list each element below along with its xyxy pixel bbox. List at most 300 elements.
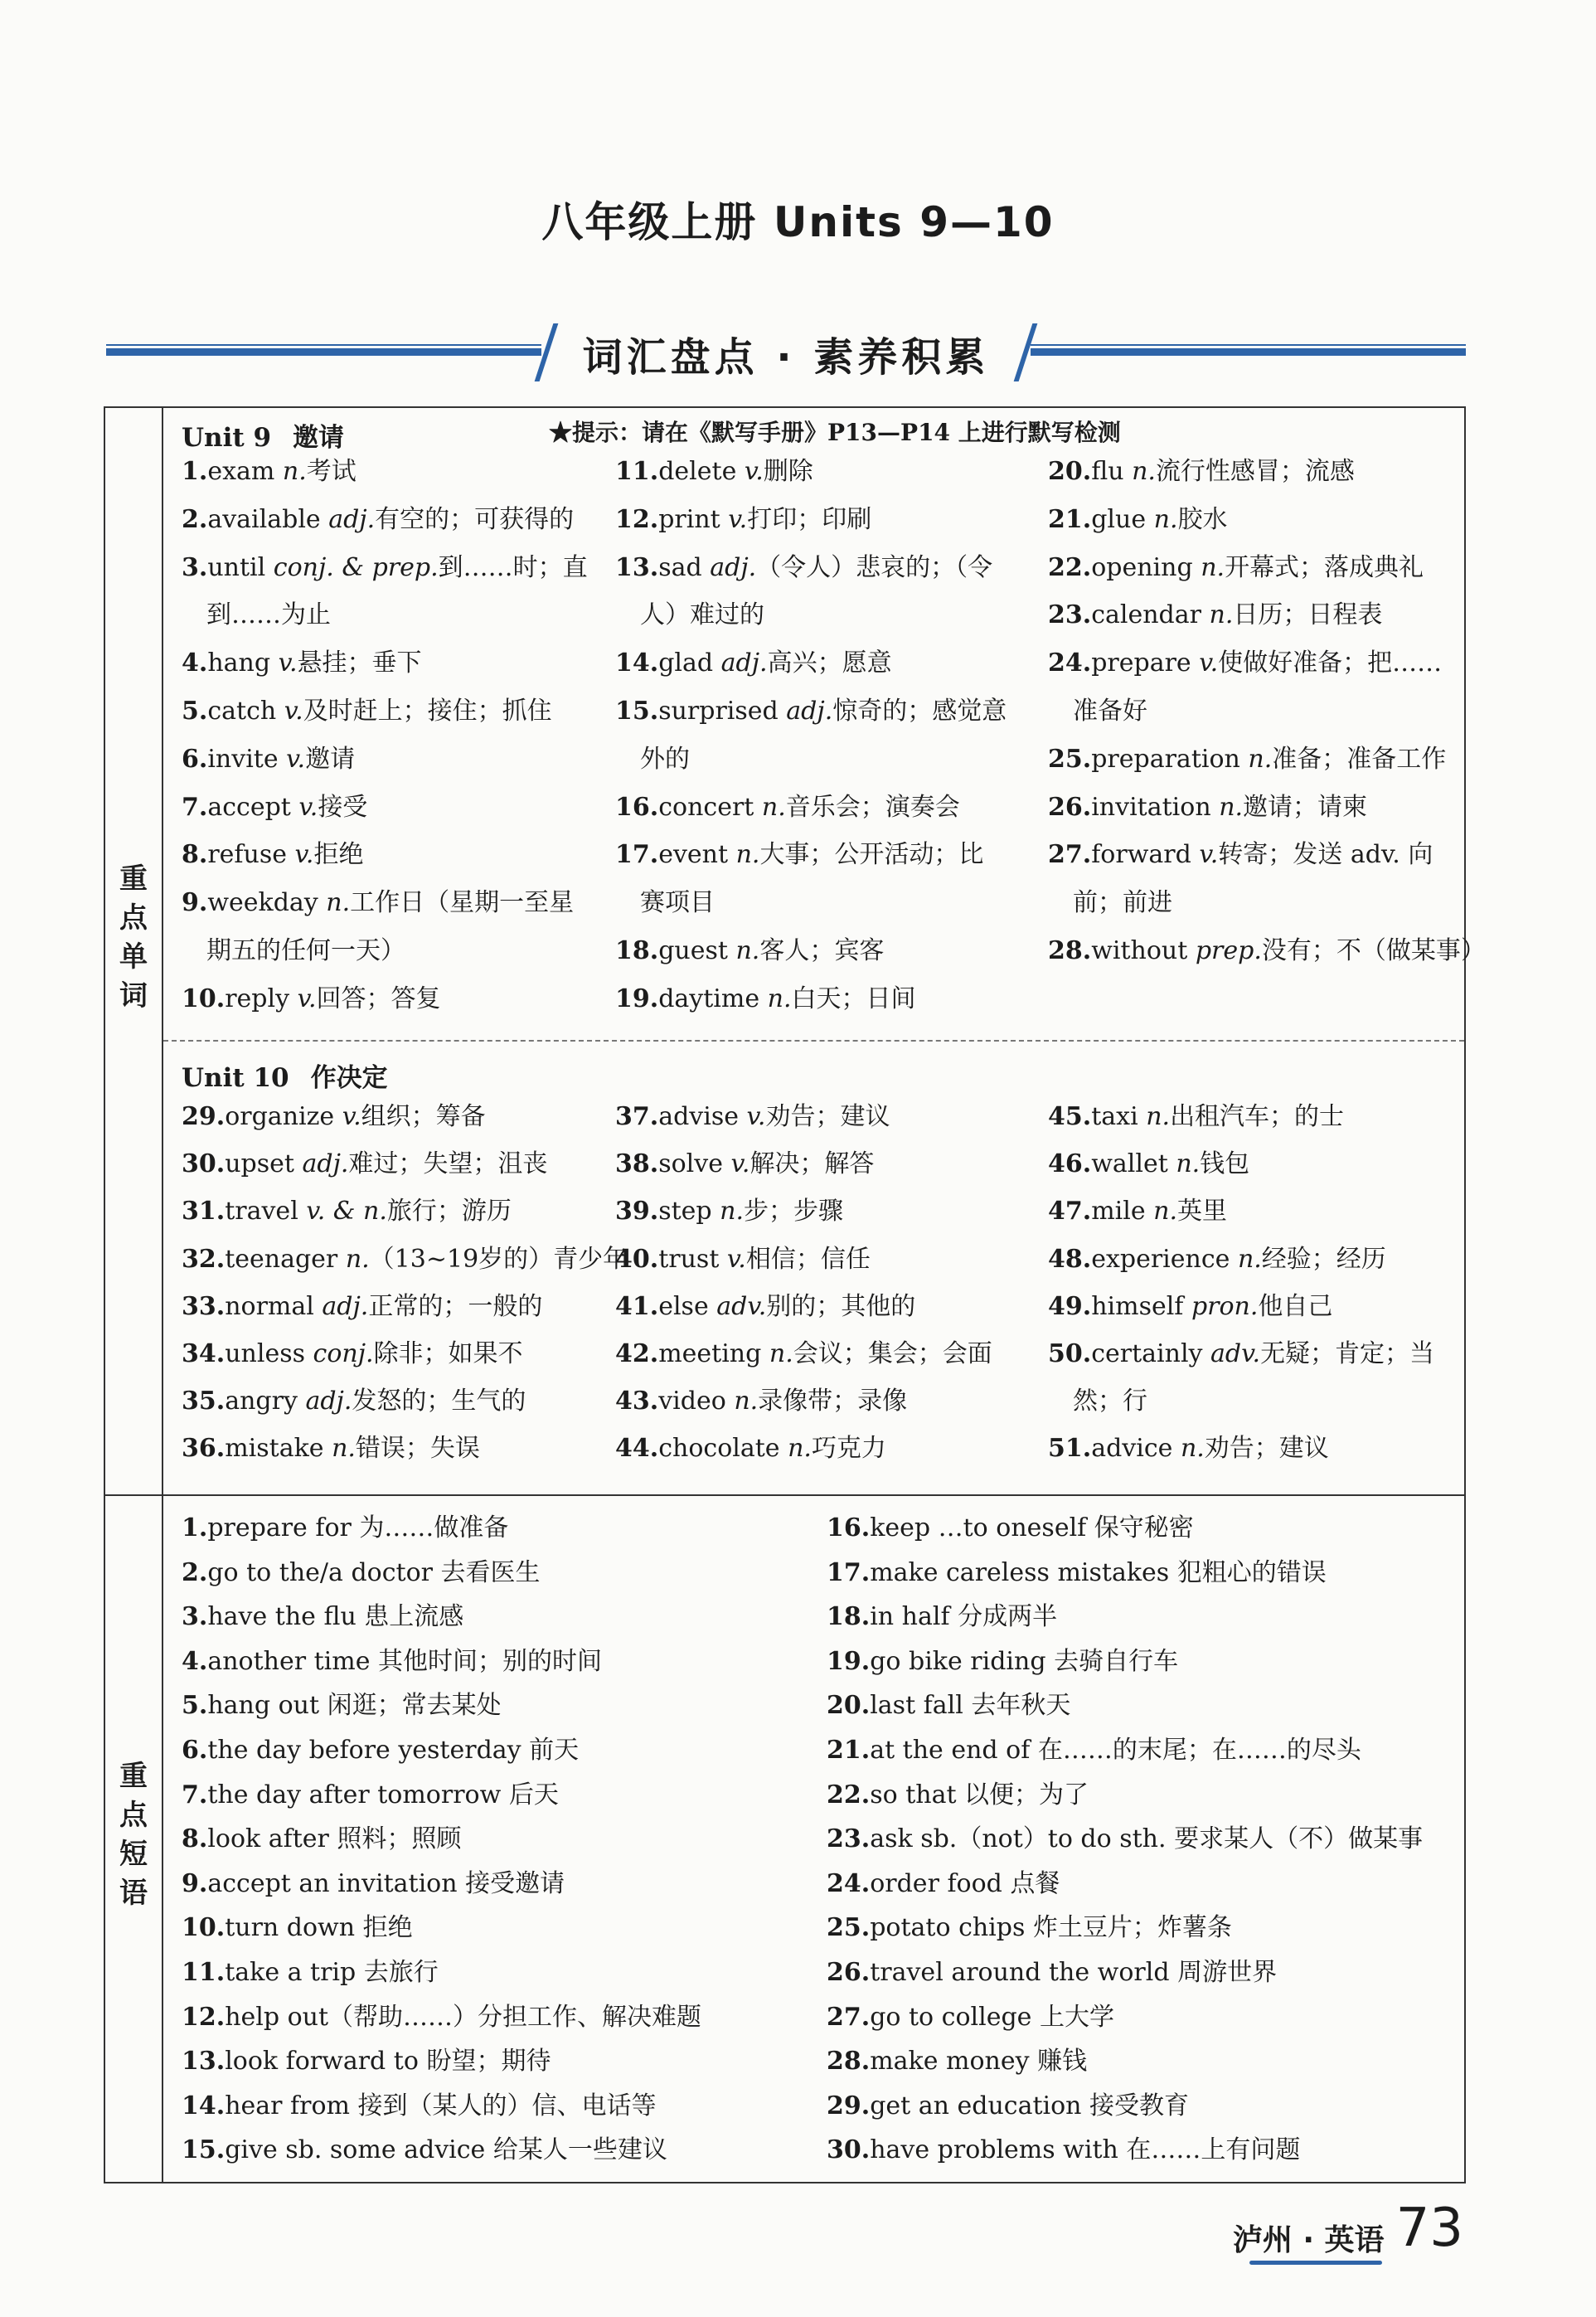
vocab-item	[1048, 448, 1355, 496]
item-word: exam	[207, 457, 283, 486]
item-meaning: 组织；筹备	[361, 1102, 486, 1131]
item-word: advice	[1091, 1434, 1181, 1464]
item-number: 2.	[182, 1557, 208, 1587]
item-part-of-speech: v. & n.	[306, 1197, 387, 1227]
item-part-of-speech: n.	[1180, 1434, 1205, 1464]
vocab-item	[615, 927, 884, 975]
item-word: organize	[225, 1102, 342, 1131]
item-number: 5.	[182, 1691, 208, 1721]
item-number: 20.	[827, 1691, 871, 1721]
item-word: hang	[207, 648, 279, 678]
vocab-item	[615, 1236, 871, 1284]
item-word: until	[207, 552, 274, 582]
section-banner	[106, 325, 1466, 383]
item-part-of-speech: v.	[1199, 840, 1219, 870]
item-number: 38.	[615, 1149, 659, 1179]
item-number: 5.	[182, 697, 208, 726]
item-part-of-speech: adj.	[328, 504, 376, 534]
vocab-side-label: 重点单词	[119, 862, 148, 1013]
item-word: concert	[658, 792, 762, 822]
phrase-item	[827, 1771, 1089, 1819]
item-part-of-speech: n.	[767, 984, 792, 1013]
item-part-of-speech: n.	[1219, 792, 1244, 822]
item-number: 25.	[1048, 744, 1092, 774]
vocab-item	[615, 1188, 843, 1236]
item-meaning: 打印；印刷	[747, 504, 872, 534]
vocab-item	[1048, 927, 1486, 975]
vocab-item-continuation: 准备好	[1073, 697, 1147, 726]
item-number: 39.	[615, 1197, 659, 1227]
item-word: accept	[207, 792, 299, 822]
item-number: 8.	[182, 1824, 208, 1854]
item-word: glue	[1091, 504, 1154, 534]
item-number: 17.	[615, 840, 659, 870]
item-number: 11.	[615, 457, 659, 486]
item-number: 7.	[182, 792, 208, 822]
phrase-text: ask sb.（not）to do sth. 要求某人（不）做某事	[870, 1824, 1424, 1854]
vocab-item	[615, 1140, 874, 1188]
item-number: 16.	[827, 1513, 871, 1542]
vocab-item	[182, 1188, 512, 1236]
item-word: meeting	[658, 1339, 769, 1368]
item-part-of-speech: v.	[746, 1102, 766, 1131]
item-number: 43.	[615, 1387, 659, 1416]
item-word: without	[1091, 936, 1196, 965]
item-number: 30.	[827, 2135, 871, 2165]
item-part-of-speech: n.	[1209, 600, 1234, 630]
item-meaning: 邀请；请柬	[1243, 792, 1368, 822]
item-number: 8.	[182, 840, 208, 870]
phrase-item	[827, 1638, 1178, 1686]
vocab-item	[1048, 1140, 1249, 1188]
item-number: 51.	[1048, 1434, 1092, 1464]
phrase-item	[827, 1682, 1070, 1730]
item-number: 29.	[182, 1102, 226, 1131]
item-number: 50.	[1048, 1339, 1092, 1368]
item-number: 27.	[1048, 840, 1092, 870]
item-word: glad	[658, 648, 721, 678]
item-part-of-speech: n.	[788, 1434, 812, 1464]
item-number: 1.	[182, 1513, 208, 1542]
item-number: 41.	[615, 1291, 659, 1321]
vocab-item	[1048, 1425, 1329, 1473]
item-part-of-speech: n.	[332, 1434, 356, 1464]
item-number: 46.	[1048, 1149, 1092, 1179]
item-number: 10.	[182, 984, 226, 1013]
item-meaning: 惊奇的；感觉意	[832, 697, 1007, 726]
phrase-item	[182, 1771, 559, 1819]
item-word: normal	[225, 1291, 323, 1321]
vocab-item	[182, 1330, 523, 1378]
item-meaning: 旅行；游历	[386, 1197, 512, 1227]
vocab-item	[182, 544, 588, 592]
item-meaning: 及时赶上；接住；抓住	[303, 697, 552, 726]
item-number: 14.	[182, 2091, 226, 2120]
item-part-of-speech: v.	[342, 1102, 361, 1131]
item-word: angry	[225, 1387, 306, 1416]
item-meaning: 拒绝	[313, 840, 364, 870]
phrase-item	[827, 1904, 1232, 1952]
phrase-text: the day after tomorrow 后天	[207, 1780, 559, 1809]
item-meaning: 胶水	[1177, 504, 1228, 534]
item-word: wallet	[1091, 1149, 1176, 1179]
phrase-item	[827, 2082, 1189, 2130]
vocab-item	[182, 1425, 480, 1473]
phrase-text: go bike riding 去骑自行车	[870, 1646, 1179, 1676]
item-number: 28.	[827, 2047, 871, 2077]
item-number: 27.	[827, 2002, 871, 2032]
phrase-text: go to the/a doctor 去看医生	[207, 1557, 541, 1587]
item-number: 31.	[182, 1197, 226, 1227]
unit10-label: Unit 10	[182, 1063, 289, 1093]
item-meaning: 悬挂；垂下	[297, 648, 422, 678]
item-meaning: 没有；不（做某事）	[1261, 936, 1486, 965]
vocab-item	[182, 448, 357, 496]
item-number: 12.	[182, 2002, 226, 2032]
phrase-text: have problems with 在……上有问题	[870, 2135, 1301, 2165]
vocab-item-continuation: 赛项目	[640, 888, 715, 918]
item-part-of-speech: v.	[730, 1149, 750, 1179]
item-word: advise	[658, 1102, 747, 1131]
item-meaning: （13~19岁的）青少年	[369, 1244, 628, 1274]
item-number: 4.	[182, 1646, 208, 1676]
item-part-of-speech: adj.	[322, 1291, 369, 1321]
item-number: 2.	[182, 504, 208, 534]
vocab-item-continuation: 然；行	[1073, 1387, 1147, 1416]
item-number: 21.	[1048, 504, 1092, 534]
phrase-item	[182, 1504, 508, 1552]
item-number: 1.	[182, 457, 208, 486]
item-part-of-speech: adj.	[305, 1387, 352, 1416]
item-part-of-speech: n.	[734, 1387, 759, 1416]
vocab-item	[182, 1140, 547, 1188]
item-meaning: 英里	[1177, 1197, 1227, 1227]
item-meaning: 正常的；一般的	[368, 1291, 543, 1321]
phrase-item	[182, 1727, 579, 1775]
item-part-of-speech: pron.	[1191, 1291, 1259, 1321]
item-part-of-speech: n.	[1176, 1149, 1201, 1179]
phrase-text: make careless mistakes 犯粗心的错误	[870, 1557, 1327, 1587]
phrase-text: give sb. some advice 给某人一些建议	[225, 2135, 667, 2165]
item-meaning: 音乐会；演奏会	[785, 792, 960, 822]
item-word: flu	[1091, 457, 1133, 486]
item-part-of-speech: n.	[1146, 1102, 1171, 1131]
item-number: 20.	[1048, 457, 1092, 486]
item-part-of-speech: v.	[286, 744, 306, 774]
item-number: 34.	[182, 1339, 226, 1368]
vocab-item	[1048, 1330, 1434, 1378]
item-word: himself	[1091, 1291, 1191, 1321]
phrase-item	[182, 1593, 463, 1641]
item-number: 19.	[827, 1646, 871, 1676]
phrase-item	[182, 1860, 565, 1908]
item-number: 14.	[615, 648, 659, 678]
item-number: 16.	[615, 792, 659, 822]
item-word: video	[658, 1387, 735, 1416]
item-number: 37.	[615, 1102, 659, 1131]
item-part-of-speech: n.	[761, 792, 786, 822]
item-number: 24.	[1048, 648, 1092, 678]
vocab-item	[182, 975, 441, 1023]
item-part-of-speech: n.	[345, 1244, 370, 1274]
item-number: 40.	[615, 1244, 659, 1274]
page-number: 73	[1395, 2198, 1463, 2259]
item-part-of-speech: n.	[326, 888, 351, 918]
item-number: 33.	[182, 1291, 226, 1321]
phrase-text: so that 以便；为了	[870, 1780, 1089, 1809]
unit9-label: Unit 9	[182, 423, 272, 453]
page-footer	[1233, 2198, 1463, 2259]
section-banner-text: 词汇盘点 · 素养积累	[582, 334, 990, 381]
item-number: 3.	[182, 552, 208, 582]
phrase-text: order food 点餐	[870, 1868, 1060, 1898]
item-part-of-speech: prep.	[1195, 936, 1262, 965]
item-number: 11.	[182, 1958, 226, 1987]
item-part-of-speech: adj.	[720, 648, 768, 678]
phrase-item	[182, 1949, 439, 1997]
vocab-item	[615, 1093, 890, 1141]
item-meaning: 白天；日间	[791, 984, 916, 1013]
phrase-text: make money 赚钱	[870, 2047, 1088, 2077]
item-number: 9.	[182, 888, 208, 918]
vocab-item	[182, 1093, 486, 1141]
vocab-item	[615, 544, 992, 592]
item-word: weekday	[207, 888, 327, 918]
item-meaning: 高兴；愿意	[767, 648, 892, 678]
vocab-item	[615, 1330, 992, 1378]
item-word: forward	[1091, 840, 1200, 870]
vocab-item	[182, 879, 574, 927]
item-number: 22.	[1048, 552, 1092, 582]
phrase-item	[182, 1994, 701, 2042]
item-part-of-speech: conj.	[313, 1339, 374, 1368]
phrase-text: look forward to 盼望；期待	[225, 2047, 551, 2077]
item-word: available	[207, 504, 329, 534]
vocab-item	[615, 687, 1007, 736]
vocab-item	[182, 1236, 628, 1284]
item-part-of-speech: n.	[1248, 744, 1273, 774]
vocab-sidebar	[105, 408, 163, 1494]
item-meaning: 大事；公开活动；比	[759, 840, 984, 870]
vocab-item-continuation: 到……为止	[206, 600, 331, 630]
vocab-item	[1048, 544, 1424, 592]
item-word: print	[658, 504, 729, 534]
item-meaning: 邀请	[305, 744, 356, 774]
vocab-item	[1048, 591, 1382, 639]
footer-label: 泸州 · 英语	[1232, 2223, 1385, 2257]
item-meaning: 发怒的；生气的	[352, 1387, 526, 1416]
item-number: 18.	[827, 1602, 871, 1632]
vocab-item	[615, 1283, 915, 1331]
item-number: 26.	[827, 1958, 871, 1987]
phrase-text: potato chips 炸土豆片；炸薯条	[870, 1913, 1232, 1943]
item-number: 23.	[1048, 600, 1092, 630]
item-word: chocolate	[658, 1434, 788, 1464]
item-number: 26.	[1048, 792, 1092, 822]
vocab-item	[615, 831, 983, 879]
item-word: preparation	[1091, 744, 1249, 774]
item-number: 13.	[615, 552, 659, 582]
item-number: 6.	[182, 744, 208, 774]
unit10-heading	[182, 1056, 388, 1094]
item-meaning: 有空的；可获得的	[375, 504, 575, 534]
item-meaning: （令人）悲哀的；（令	[756, 552, 993, 582]
item-number: 19.	[615, 984, 659, 1013]
item-number: 10.	[182, 1913, 226, 1943]
phrase-item	[182, 2038, 551, 2086]
item-word: delete	[658, 457, 745, 486]
vocab-item-continuation: 前；前进	[1073, 888, 1172, 918]
item-meaning: 流行性感冒；流感	[1155, 457, 1355, 486]
phrase-item	[182, 1682, 502, 1730]
item-meaning: 他自己	[1258, 1291, 1333, 1321]
phrase-text: keep …to oneself 保守秘密	[870, 1513, 1194, 1542]
vocab-item-continuation: 期五的任何一天）	[206, 936, 405, 965]
item-meaning: 接受	[318, 792, 368, 822]
vocab-item	[182, 1283, 542, 1331]
vocab-item	[1048, 1283, 1332, 1331]
item-number: 29.	[827, 2091, 871, 2120]
item-part-of-speech: v.	[728, 504, 748, 534]
phrase-text: hang out 闲逛；常去某处	[207, 1691, 502, 1721]
phrase-item	[827, 2126, 1300, 2174]
vocab-item	[615, 1377, 907, 1426]
vocab-item	[1048, 831, 1433, 879]
item-number: 9.	[182, 1868, 208, 1898]
item-meaning: 难过；失望；沮丧	[348, 1149, 548, 1179]
phrase-text: accept an invitation 接受邀请	[207, 1868, 565, 1898]
item-word: taxi	[1091, 1102, 1147, 1131]
item-word: trust	[658, 1244, 727, 1274]
item-part-of-speech: n.	[282, 457, 307, 486]
vocab-item	[182, 496, 574, 544]
item-word: teenager	[225, 1244, 346, 1274]
item-word: surprised	[658, 697, 787, 726]
vocab-table	[104, 406, 1486, 2183]
item-word: unless	[225, 1339, 313, 1368]
item-word: upset	[225, 1149, 303, 1179]
item-part-of-speech: v.	[1199, 648, 1219, 678]
phrase-item	[182, 1904, 413, 1952]
item-word: sad	[658, 552, 711, 582]
item-part-of-speech: n.	[1201, 552, 1225, 582]
vocab-item	[615, 1425, 886, 1473]
item-meaning: 录像带；录像	[758, 1387, 908, 1416]
item-part-of-speech: n.	[735, 936, 760, 965]
item-number: 21.	[827, 1736, 871, 1765]
item-meaning: 准备；准备工作	[1272, 744, 1447, 774]
item-meaning: 相信；信任	[745, 1244, 871, 1274]
unit9-topic: 邀请	[293, 423, 345, 453]
phrase-item	[182, 2082, 657, 2130]
item-number: 47.	[1048, 1197, 1092, 1227]
vocab-item	[182, 784, 367, 832]
phrase-text: the day before yesterday 前天	[207, 1736, 580, 1765]
vocab-item	[182, 831, 363, 879]
vocab-item	[182, 639, 422, 687]
item-word: daytime	[658, 984, 768, 1013]
phrase-item	[827, 1549, 1327, 1597]
item-number: 12.	[615, 504, 659, 534]
item-part-of-speech: v.	[297, 984, 317, 1013]
item-part-of-speech: conj. & prep.	[273, 552, 439, 582]
banner-rule-right	[1031, 348, 1466, 356]
item-number: 6.	[182, 1736, 208, 1765]
item-meaning: 开幕式；落成典礼	[1225, 552, 1424, 582]
item-part-of-speech: v.	[744, 457, 764, 486]
phrase-item	[827, 1860, 1060, 1908]
item-meaning: 出租汽车；的士	[1170, 1102, 1345, 1131]
item-word: else	[658, 1291, 717, 1321]
item-number: 24.	[827, 1868, 871, 1898]
item-word: invitation	[1091, 792, 1220, 822]
vocab-item	[1048, 496, 1227, 544]
vocab-item	[1048, 1188, 1227, 1236]
phrase-text: go to college 上大学	[870, 2002, 1114, 2032]
item-part-of-speech: n.	[1153, 1197, 1177, 1227]
item-part-of-speech: v.	[726, 1244, 746, 1274]
item-meaning: 无疑；肯定；当	[1260, 1339, 1435, 1368]
item-meaning: 除非；如果不	[373, 1339, 523, 1368]
vocab-item	[1048, 736, 1446, 784]
item-part-of-speech: n.	[1237, 1244, 1262, 1274]
item-meaning: 别的；其他的	[766, 1291, 916, 1321]
item-part-of-speech: n.	[1132, 457, 1156, 486]
vocab-item-continuation: 人）难过的	[640, 600, 764, 630]
item-meaning: 劝告；建议	[1204, 1434, 1329, 1464]
item-part-of-speech: n.	[735, 840, 760, 870]
item-word: prepare	[1091, 648, 1200, 678]
item-meaning: 到……时；直	[438, 552, 588, 582]
item-part-of-speech: v.	[298, 792, 318, 822]
item-number: 7.	[182, 1780, 208, 1809]
item-part-of-speech: v.	[284, 697, 303, 726]
item-number: 17.	[827, 1557, 871, 1587]
item-word: travel	[225, 1197, 307, 1227]
item-number: 42.	[615, 1339, 659, 1368]
item-number: 15.	[182, 2135, 226, 2165]
item-word: mistake	[225, 1434, 332, 1464]
item-number: 15.	[615, 697, 659, 726]
vocab-item	[1048, 1093, 1344, 1141]
phrase-text: turn down 拒绝	[225, 1913, 413, 1943]
item-number: 3.	[182, 1602, 208, 1632]
phrase-text: have the flu 患上流感	[207, 1602, 464, 1632]
item-number: 23.	[827, 1824, 871, 1854]
vocab-item	[182, 1377, 526, 1426]
phrase-item	[182, 1638, 602, 1686]
vocab-item	[615, 639, 892, 687]
phrase-item	[827, 1727, 1361, 1775]
item-word: step	[658, 1197, 720, 1227]
item-number: 36.	[182, 1434, 226, 1464]
item-word: opening	[1091, 552, 1201, 582]
item-word: mile	[1091, 1197, 1154, 1227]
item-word: refuse	[207, 840, 295, 870]
item-meaning: 转寄；发送 adv. 向	[1218, 840, 1433, 870]
item-word: reply	[225, 984, 298, 1013]
phrase-item	[182, 2126, 667, 2174]
item-meaning: 日历；日程表	[1233, 600, 1383, 630]
phrase-text: take a trip 去旅行	[225, 1958, 439, 1987]
item-meaning: 步；步骤	[744, 1197, 844, 1227]
phrase-text: prepare for 为……做准备	[207, 1513, 509, 1542]
phrase-text: look after 照料；照顾	[207, 1824, 462, 1854]
item-number: 35.	[182, 1387, 226, 1416]
item-meaning: 回答；答复	[316, 984, 441, 1013]
item-number: 22.	[827, 1780, 871, 1809]
vocab-item	[182, 736, 355, 784]
